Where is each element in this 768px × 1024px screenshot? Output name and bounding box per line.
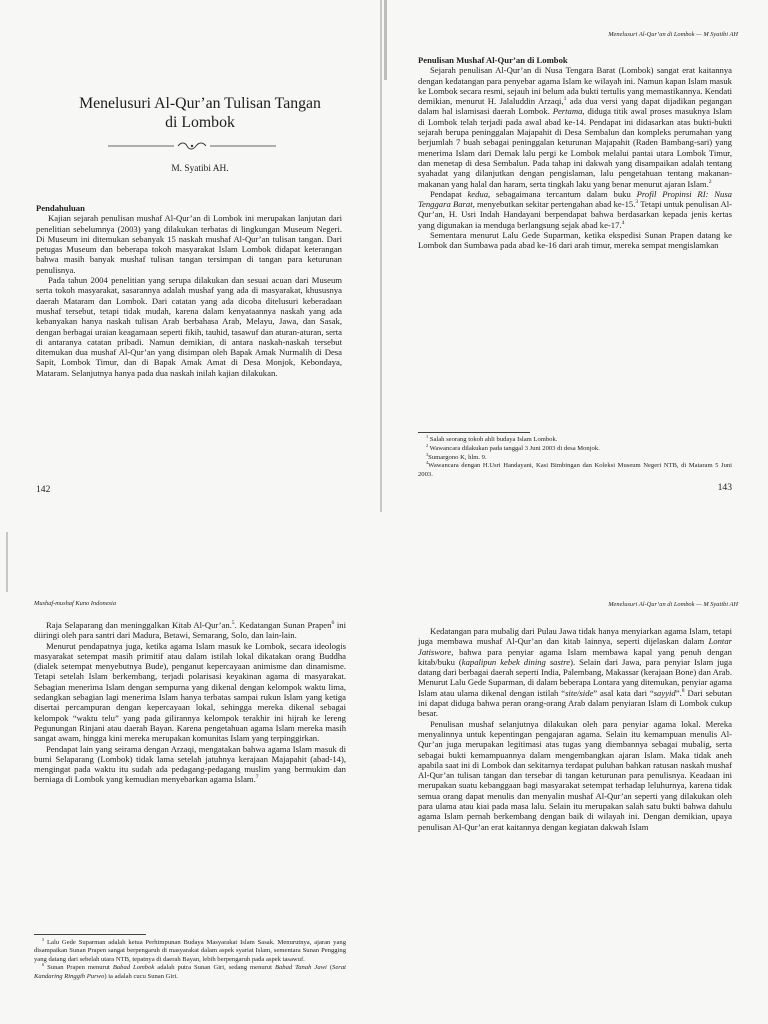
- page-143-body: [418, 55, 732, 251]
- running-head: Menelusuri Al-Qur’an di Lombok — M Syatibi AH: [608, 601, 738, 608]
- chapter-title-line-2: di Lombok: [165, 114, 235, 131]
- page-142-body: [36, 203, 342, 378]
- footnote-ref: 8: [681, 687, 685, 694]
- footnote-ref: 4: [621, 219, 625, 226]
- footnote: $^2$ Wawancara dilakukan pada tanggal 3 Juni 2003 di desa Monjok.: [426, 442, 600, 452]
- paragraph: Pendapat lain yang seirama dengan Arzaqi, mengatakan bahwa agama Islam masuk di bumi Selaparang (Lombok) tidak lama setelah jatuhnya kerajaan Majapahit (abad-14), mengingat pada waktu itu sudah ada pedagang-pedagang muslim yang bermukim dan berniaga di Lombok yang kemudian menyebarkan agama Islam.$^7$: [34, 743, 346, 785]
- running-head: Menelusuri Al-Qur’an di Lombok — M Syatibi AH: [608, 31, 738, 38]
- footnote: $^6$ Sunan Prapen menurut Babad Lombok adalah putra Sunan Giri, sedang menurut Babad Tanah Jawi (Serat Kandaring Ringgih Purwo) ia adalah cucu Sunan Giri.: [34, 962, 346, 980]
- binding-shadow: [6, 532, 8, 592]
- paragraph: Kedatangan para mubalig dari Pulau Jawa tidak hanya menyiarkan agama Islam, tetapi juga membawa mushaf Al-Qur’an dan kitab lainnya, seperti dijelaskan dalam Lontar Jatiswore, bahwa para penyiar agama Islam membawa kapal yang penuh dengan kitab/buku (kapalipun kebek dining sastre). Selain dari Jawa, para penyiar Islam juga datang dari berbagai daerah seperti India, Palembang, Makassar (kerajaan Bone) dan Arab. Menurut Lalu Gede Suparman, di dalam beberapa Lontara yang ditemukan, penyiar agama Islam atau ulama dikenal dengan istilah “site/side” asal kata dari “sayyid”.$^8$ Dari sebutan ini dapat diduga bahwa peran orang-orang Arab dalam penyiaran Islam di Lombok cukup besar.: [418, 626, 733, 719]
- section-heading: Penulisan Mushaf Al-Qur’an di Lombok: [418, 55, 568, 65]
- title-ornament: [108, 141, 276, 151]
- footnote: $^4$Wawancara dengan H.Usri Handayani, Kasi Bimbingan dan Koleksi Museum Negeri NTB, di Mataram 5 Juni 2003.: [418, 460, 732, 478]
- page-144-body: [34, 620, 346, 785]
- footnote: $^3$Sumargono K, hlm. 9.: [426, 451, 487, 461]
- page-number: 142: [36, 484, 51, 495]
- binding-shadow: [384, 0, 387, 80]
- chapter-title: [40, 94, 360, 132]
- paragraph: Menurut pendapatnya juga, ketika agama Islam masuk ke Lombok, secara ideologis masyarakat setempat masih primitif atau dalam istilah lokal dikatakan orang Buddha (dialek setempat menyebutnya Bude), penganut kepercayaan animisme dan dinamisme. Tetapi setelah Islam berkembang, terjadi polarisasi keyakinan agama di masyarakat. Sebagian menerima Islam dengan sempurna yang dikenal dengan kelompok waktu lima, sedangkan sebagian lagi menerima Islam hanya terbatas sampai rukun Islam yang ketiga disertai percampuran dengan kepercayaan lokal, sehingga mereka dikenal sebagai kelompok “waktu telu” yang pada gilirannya kelompok terakhir ini hijrah ke lereng Pegunungan Rinjani atau daerah Bayan. Karena pengetahuan agama Islam mereka masih sangat awam, hingga kini mereka merupakan komunitas Islam yang terpinggirkan.: [34, 640, 346, 744]
- footnote-rule: [34, 934, 146, 935]
- footnotes: [418, 433, 732, 479]
- author-name: M. Syatibi AH.: [171, 164, 229, 174]
- chapter-title-line-1: Menelusuri Al-Qur’an Tulisan Tangan: [79, 95, 321, 112]
- page-145: [384, 512, 768, 1024]
- page-143: [384, 0, 768, 512]
- footnote-rule: [418, 432, 530, 433]
- paragraph: Pada tahun 2004 penelitian yang serupa dilakukan dan sesuai acuan dari Museum serta tokoh masyarakat, sasarannya adalah mushaf yang ada di masyarakat, khususnya daerah Mataram dan Lombok. Dari catatan yang ada dicoba ditelusuri keberadaan mushaf tersebut, tetapi tidak mudah, karena dalam kenyataannya naskah yang ada kebanyakan hanya naskah tulisan Arab berbahasa Arab, Melayu, Jawa, dan Sasak, dengan berbagai uraian keagamaan seperti fikih, tauhid, tasawuf dan aturan-aturan, serta di antaranya catatan pribadi. Namun demikian, di antara naskah-naskah tersebut ditemukan dua mushaf Al-Qur’an yang disimpan oleh Bapak Amak Nurmalih di Desa Sapit, Lombok Timur, dan di Bapak Amak Amat di Desa Monjok, Kebondaya, Mataram. Selanjutnya hanya pada dua naskah inilah kajian dilakukan.: [36, 275, 342, 378]
- footnote: $^5$ Lalu Gede Suparman adalah ketua Perhimpunan Budaya Masyarakat Islam Sasak. Menurutnya, ajaran yang disampaikan Sunan Prapen sangat berpengaruh di masyarakat dalam aspek syariat Islam, sementara Sunan Pengging yang datang dari sebelah utara NTB, tepatnya di daerah Bayan, lebih berpengaruh pada aspek tasawuf.: [34, 936, 346, 963]
- paragraph: Pendapat kedua, sebagaimana tercantum dalam buku Profil Propinsi RI: Nusa Tenggara Barat, menyebutkan sekitar pertengahan abad ke-15.$^3$ Tetapi untuk penulisan Al-Qur’an, H. Usri Indah Handayani berpendapat bahwa berdasarkan kepada jenis kertas yang digunakan ia menduga berlangsung sejak abad ke-17.$^4$: [418, 188, 732, 230]
- paragraph: Raja Selaparang dan meninggalkan Kitab Al-Qur’an.$^5$. Kedatangan Sunan Prapen$^6$ ini diiringi oleh para santri dari Madura, Betawi, Semarang, Solo, dan lain-lain.: [34, 620, 347, 641]
- footnote: $^1$ Salah seorang tokoh ahli budaya Islam Lombok.: [426, 433, 558, 443]
- page-number: 143: [717, 482, 732, 493]
- page-edge: [380, 0, 382, 512]
- footnote-ref: 5: [231, 620, 235, 627]
- paragraph: Sejarah penulisan Al-Qur’an di Nusa Tengara Barat (Lombok) sangat erat kaitannya dengan kedatangan para penyebar agama Islam ke wilayah ini. Namun kapan Islam masuk ke Lombok secara resmi, sejauh ini belum ada bukti tertulis yang memastikannya. Kendati demikian, menurut H. Jalaluddin Arzaqi,$^1$ ada dua versi yang dapat dijadikan pegangan dalam hal islamisasi daerah Lombok. Pertama, diduga titik awal proses masuknya Islam di Lombok telah terjadi pada awal abad ke-14. Pendapat ini didasarkan atas bukti-bukti sejarah berupa peninggalan Majapahit di Desa Sembalun dan kompleks perumahan yang berjumlah 7 buah sebagai peninggalan keturunan Majapahit (Raden Bambang-sari) yang menerima Islam dari Demak lalu pergi ke Lombok melalui pantai utara Lombok Timur, dan menetap di desa Sembalun. Pada tahap ini dakwah yang disampaikan adalah tentang syahadat yang dilanjutkan dengan pengislaman, lalu pengetahuan tentang makanan-makanan yang halal dan haram, serta tingkah laku yang benar menurut ajaran Islam.$^2$: [418, 65, 733, 189]
- section-heading: Pendahuluan: [36, 203, 85, 213]
- running-head: Mushaf-mushaf Kuno Indonesia: [34, 600, 117, 607]
- footnote-ref: 7: [255, 774, 259, 781]
- footnote-ref: 6: [331, 620, 335, 627]
- paragraph: Kajian sejarah penulisan mushaf Al-Qur’an di Lombok ini merupakan lanjutan dari penelitian sebelumnya (2003) yang dilakukan terbatas di lingkungan Museum Negeri. Di Museum ini ditemukan sebanyak 15 naskah mushaf Al-Qur’an tulisan tangan. Dari petugas Museum dan beberapa tokoh masyarakat Islam Lombok didapat keterangan bahwa masih banyak mushaf tulisan tangan tersimpan di tangan para keturunan penulisnya.: [36, 213, 342, 275]
- footnote-ref: 1: [563, 96, 567, 103]
- footnotes: [34, 936, 346, 981]
- paragraph: Penulisan mushaf selanjutnya dilakukan oleh para penyiar agama lokal. Mereka menyalinnya untuk kepentingan pengajaran agama. Selain itu kemampuan menulis Al-Qur’an juga merupakan legitimasi atas tugas yang diembannya sebagai mubalig, serta sebagai bukti kemampuannya dalam mengembangkan ajaran Islam. Maka tidak aneh apabila saat ini di Lombok dan sekitarnya terdapat puluhan bahkan ratusan naskah mushaf Al-Qur’an tulisan tangan dan tersebar di tangan keturunan para penulisnya. Keadaan ini merupakan suatu kebanggaan bagi masyarakat setempat terhadap leluhurnya, karena tidak semua orang dapat menulis dan menyalin mushaf Al-Qur’an seperti yang dilakukan oleh para ulama atau kiai pada masa lalu. Selain itu merupakan salah satu bukti bahwa dahulu agama Islam pernah berkembang dengan baik di wilayah ini. Dengan demikian, upaya penulisan Al-Qur’an erat kaitannya dengan kegiatan dakwah Islam: [418, 718, 732, 832]
- page-142: [0, 0, 384, 512]
- paragraph: Sementara menurut Lalu Gede Suparman, ketika ekspedisi Sunan Prapen datang ke Lombok dan Sumbawa pada abad ke-16 dari arah timur, mereka sempat mengislamkan: [418, 230, 732, 251]
- page-145-body: [418, 626, 732, 832]
- page-144: [0, 512, 384, 1024]
- footnote-ref: 2: [708, 178, 712, 185]
- footnote-ref: 3: [635, 199, 639, 206]
